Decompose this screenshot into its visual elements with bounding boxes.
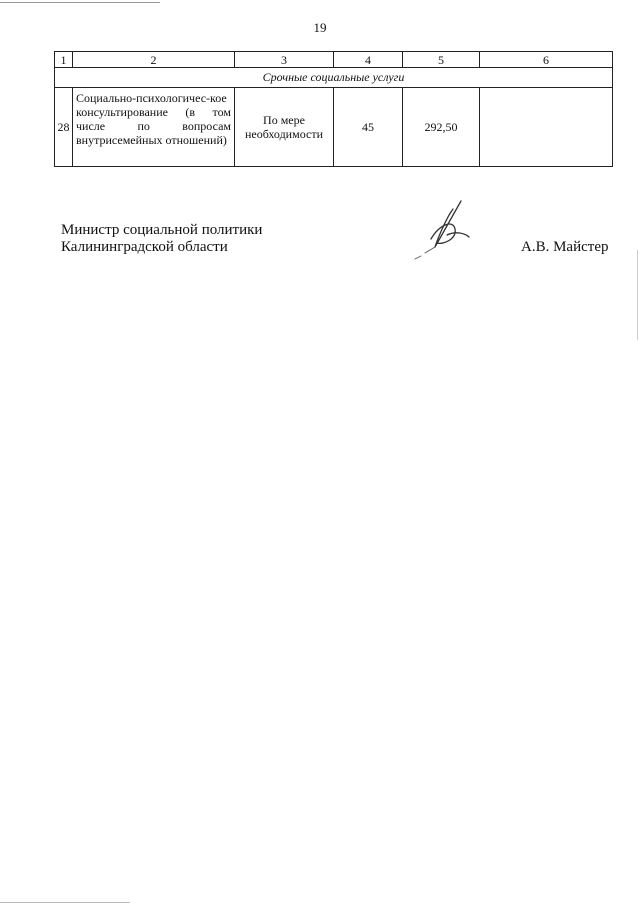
scan-edge-bottom <box>0 902 130 903</box>
scan-edge-right <box>637 250 638 340</box>
table-row <box>55 88 613 167</box>
page-number: 19 <box>313 20 327 35</box>
header-cell: 1 <box>55 52 73 68</box>
section-title: Срочные социальные услуги <box>55 68 613 88</box>
header-cell: 5 <box>403 52 480 68</box>
signatory-position <box>61 222 262 256</box>
position-line: Министр социальной политики <box>61 222 263 238</box>
header-cell: 2 <box>73 52 235 68</box>
service-name: Социально-психологичес-кое консультирование (в том числе по вопросам внутрисемейных отношений) <box>73 88 235 167</box>
cell-col4: 45 <box>334 88 403 167</box>
table-header-row <box>55 52 613 68</box>
cell-col6 <box>480 88 613 167</box>
section-row <box>55 68 613 88</box>
scan-edge-top <box>0 2 160 3</box>
service-frequency: По мере необходимости <box>235 88 334 167</box>
header-cell: 4 <box>334 52 403 68</box>
header-cell: 6 <box>480 52 613 68</box>
row-number: 28 <box>55 88 73 167</box>
signer-name: А.В. Майстер <box>521 239 609 255</box>
cell-col5: 292,50 <box>403 88 480 167</box>
header-cell: 3 <box>235 52 334 68</box>
handwritten-signature <box>395 195 485 270</box>
position-line: Калининградской области <box>61 239 228 255</box>
services-table <box>54 51 613 167</box>
